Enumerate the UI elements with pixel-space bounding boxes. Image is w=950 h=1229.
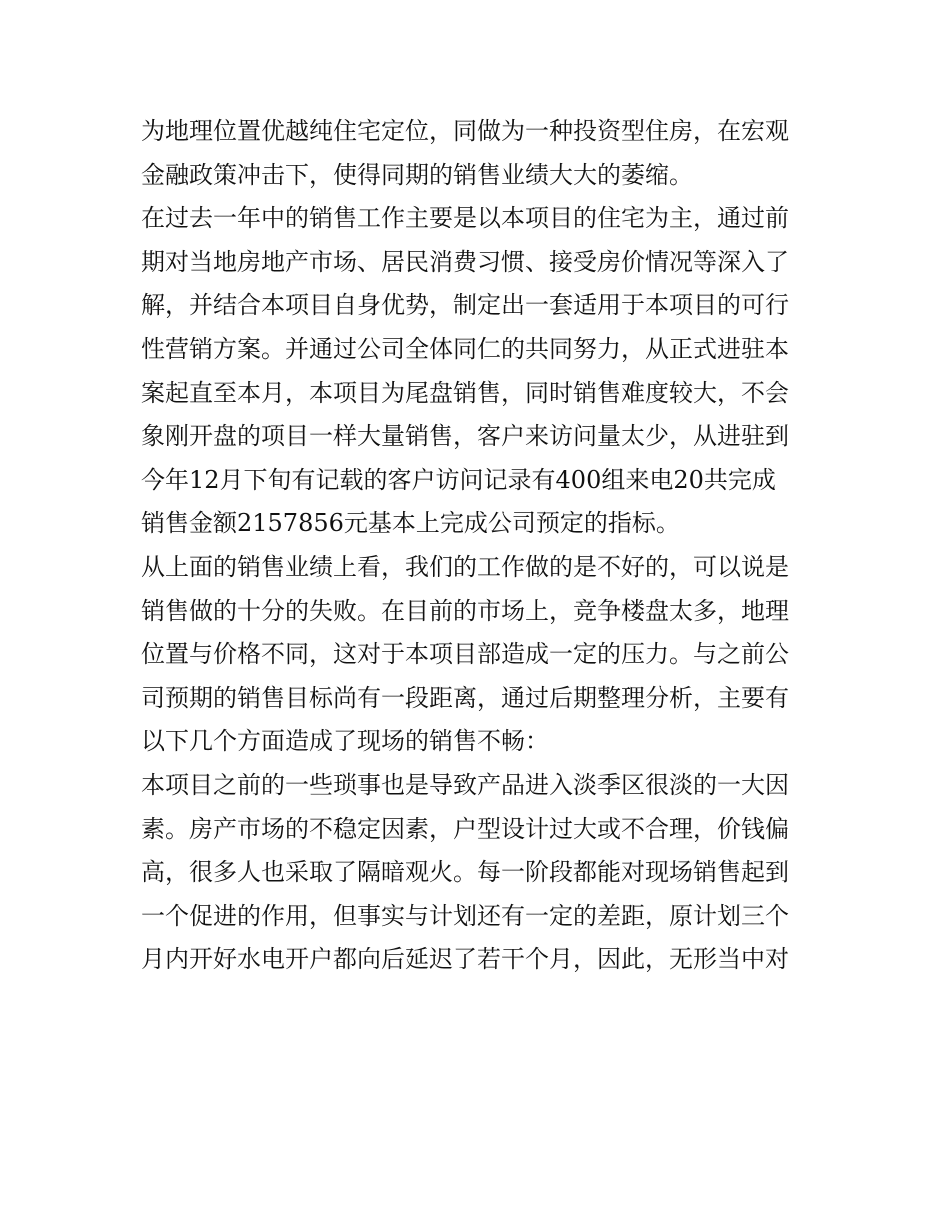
text-line: 今年12月下旬有记载的客户访问记录有400组来电20共完成 <box>141 465 776 494</box>
text-line: 本项目之前的一些琐事也是导致产品进入淡季区很淡的一大因 <box>141 770 789 799</box>
text-line: 月内开好水电开户都向后延迟了若干个月，因此，无形当中对 <box>141 945 789 974</box>
text-line: 为地理位置优越纯住宅定位，同做为一种投资型住房，在宏观 <box>141 117 789 145</box>
text-line: 象刚开盘的项目一样大量销售，客户来访问量太少，从进驻到 <box>141 422 789 451</box>
text-line: 位置与价格不同，这对于本项目部造成一定的压力。与之前公 <box>141 640 789 669</box>
text-line: 案起直至本月，本项目为尾盘销售，同时销售难度较大，不会 <box>141 378 789 407</box>
text-line: 一个促进的作用，但事实与计划还有一定的差距，原计划三个 <box>141 901 789 930</box>
text-line: 以下几个方面造成了现场的销售不畅： <box>141 727 549 756</box>
text-line: 销售金额2157856元基本上完成公司预定的指标。 <box>141 509 680 538</box>
text-line: 性营销方案。并通过公司全体同仁的共同努力，从正式进驻本 <box>141 334 789 363</box>
body-text <box>141 110 813 982</box>
text-line: 期对当地房地产市场、居民消费习惯、接受房价情况等深入了 <box>141 247 789 276</box>
text-line: 高，很多人也采取了隔暗观火。每一阶段都能对现场销售起到 <box>141 858 789 887</box>
text-line: 解，并结合本项目自身优势，制定出一套适用于本项目的可行 <box>141 291 789 320</box>
text-line: 销售做的十分的失败。在目前的市场上，竞争楼盘太多，地理 <box>141 596 789 625</box>
text-line: 素。房产市场的不稳定因素，户型设计过大或不合理，价钱偏 <box>141 814 789 843</box>
text-line: 金融政策冲击下，使得同期的销售业绩大大的萎缩。 <box>141 160 693 189</box>
text-line: 在过去一年中的销售工作主要是以本项目的住宅为主，通过前 <box>141 204 789 233</box>
text-line: 司预期的销售目标尚有一段距离，通过后期整理分析，主要有 <box>141 683 789 712</box>
text-line: 从上面的销售业绩上看，我们的工作做的是不好的，可以说是 <box>141 552 789 581</box>
